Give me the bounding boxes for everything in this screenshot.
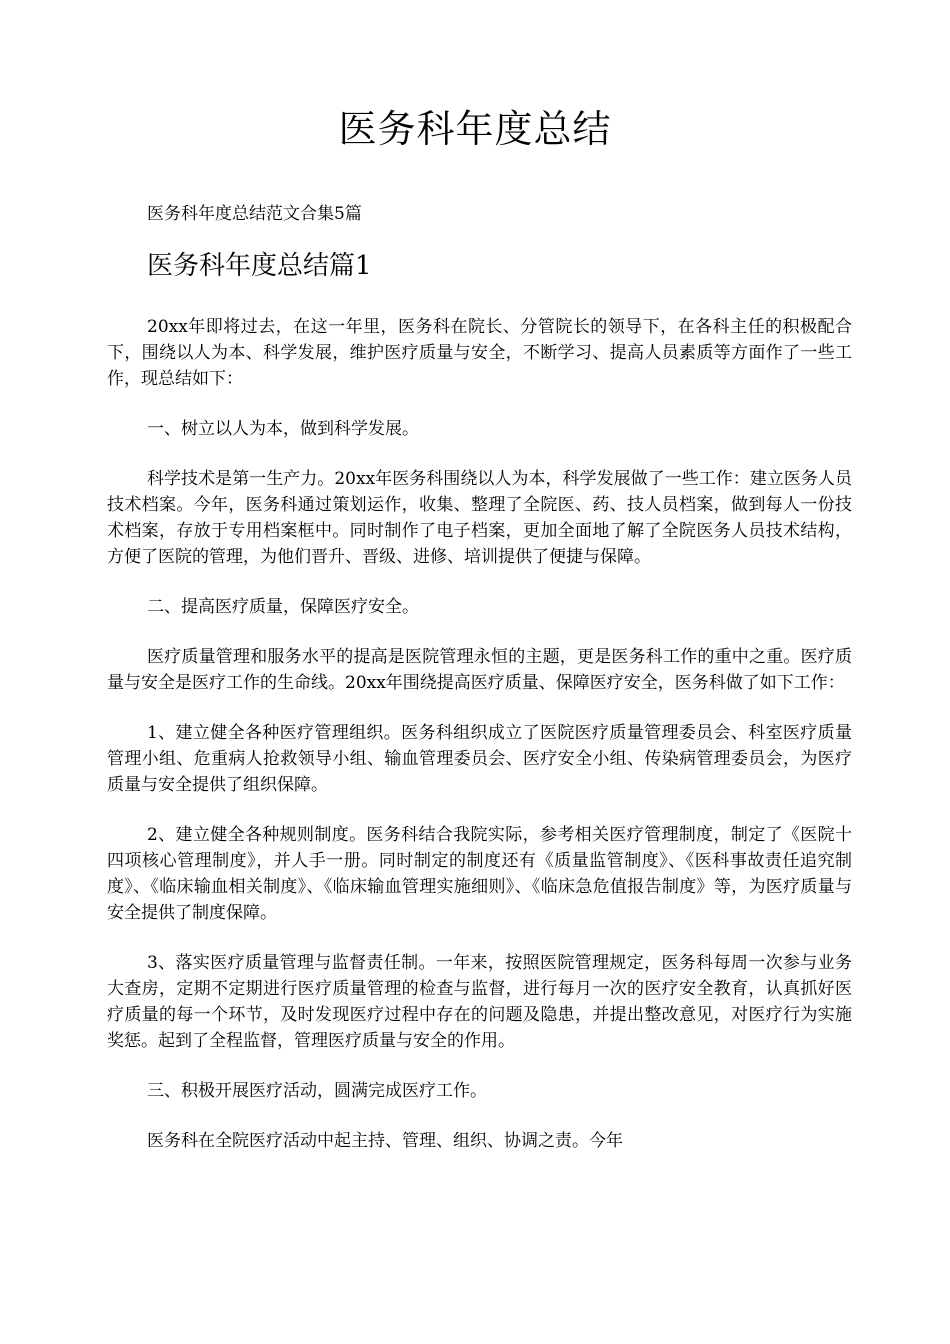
- section-heading: 医务科年度总结篇1: [147, 251, 372, 281]
- paragraph-heading-1: 一、树立以人为本，做到科学发展。: [147, 419, 419, 439]
- paragraph-item-1: 1、建立健全各种医疗管理组织。医务科组织成立了医院医疗质量管理委员会、科室医疗质量管理小组、危重病人抢救领导小组、输血管理委员会、医疗安全小组、传染病管理委员会，为医疗质量与安全提供了组织保障。: [107, 723, 852, 795]
- paragraph: 医疗质量管理和服务水平的提高是医院管理永恒的主题，更是医务科工作的重中之重。医疗质量与安全是医疗工作的生命线。20xx年围绕提高医疗质量、保障医疗安全，医务科做了如下工作：: [107, 647, 852, 693]
- paragraph: 医务科在全院医疗活动中起主持、管理、组织、协调之责。今年: [147, 1131, 623, 1151]
- paragraph-item-2: 2、建立健全各种规则制度。医务科结合我院实际，参考相关医疗管理制度，制定了《医院十四项核心管理制度》，并人手一册。同时制定的制度还有《质量监管制度》、《医科事故责任追究制度》、《临床输血相关制度》、《临床输血管理实施细则》、《临床急危值报告制度》等，为医疗质量与安全提供了制度保障。: [107, 825, 852, 923]
- paragraph-item-3: 3、落实医疗质量管理与监督责任制。一年来，按照医院管理规定，医务科每周一次参与业务大查房，定期不定期进行医疗质量管理的检查与监督，进行每月一次的医疗安全教育，认真抓好医疗质量的每一个环节，及时发现医疗过程中存在的问题及隐患，并提出整改意见，对医疗行为实施奖惩。起到了全程监督，管理医疗质量与安全的作用。: [107, 953, 852, 1051]
- document-subtitle: 医务科年度总结范文合集5篇: [147, 204, 362, 224]
- paragraph: 科学技术是第一生产力。20xx年医务科围绕以人为本，科学发展做了一些工作：建立医务人员技术档案。今年，医务科通过策划运作，收集、整理了全院医、药、技人员档案，做到每人一份技术档案，存放于专用档案框中。同时制作了电子档案，更加全面地了解了全院医务人员技术结构，方便了医院的管理，为他们晋升、晋级、进修、培训提供了便捷与保障。: [107, 469, 852, 567]
- paragraph-heading-2: 二、提高医疗质量，保障医疗安全。: [147, 597, 419, 617]
- paragraph-intro: 20xx年即将过去，在这一年里，医务科在院长、分管院长的领导下，在各科主任的积极配合下，围绕以人为本、科学发展，维护医疗质量与安全，不断学习、提高人员素质等方面作了一些工作，现总结如下：: [107, 317, 852, 389]
- document-title: 医务科年度总结: [338, 107, 612, 151]
- document-body: [107, 314, 852, 1178]
- paragraph-heading-3: 三、积极开展医疗活动，圆满完成医疗工作。: [147, 1081, 487, 1101]
